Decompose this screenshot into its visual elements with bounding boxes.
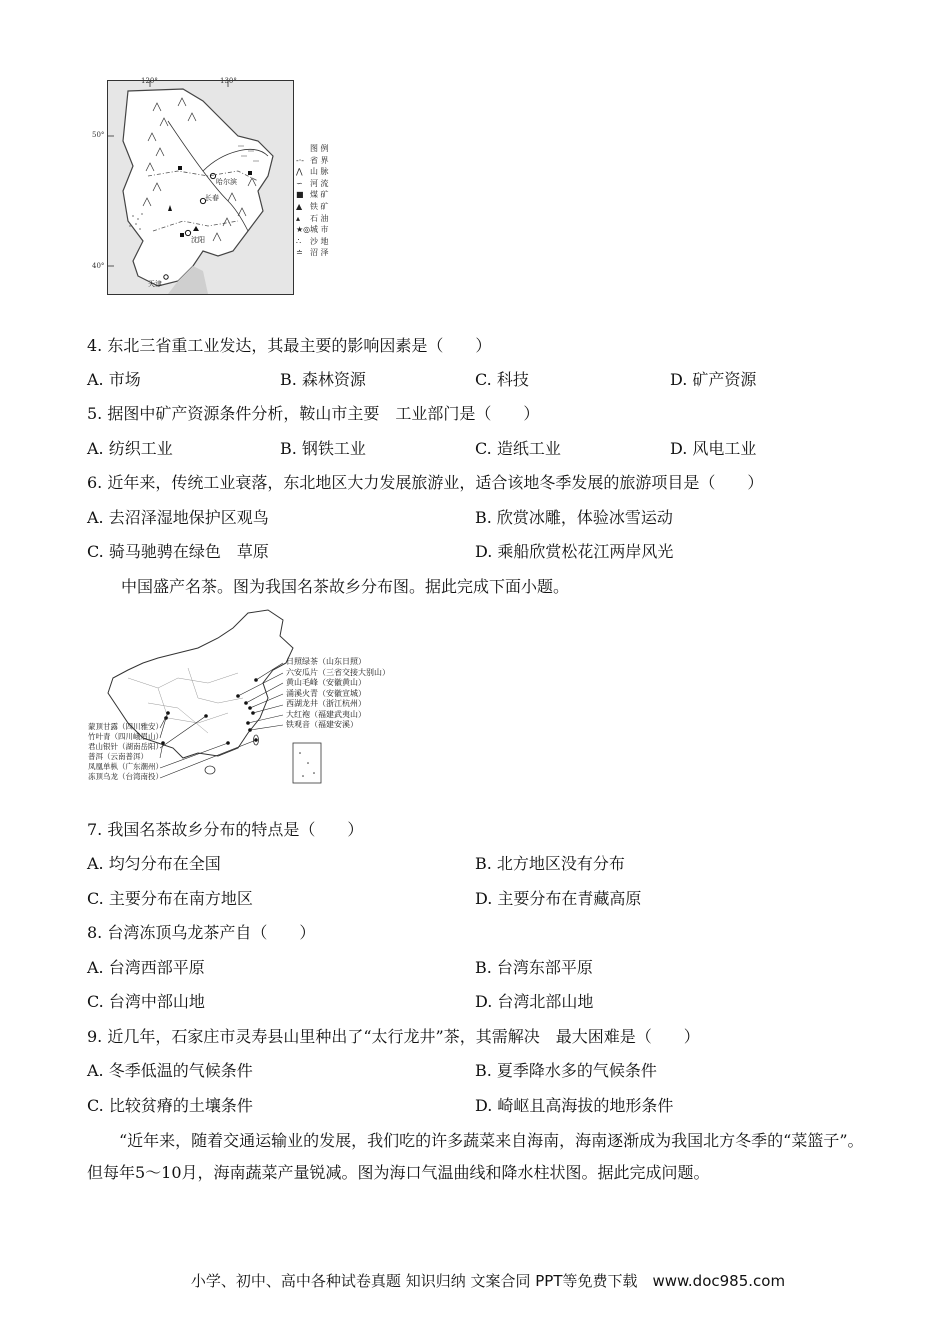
tea-label: 大红袍（福建武夷山）: [286, 709, 366, 719]
lon-label-130: 130°: [220, 77, 237, 85]
q6-option-c[interactable]: C. 骑马驰骋在绿色 草原: [87, 542, 269, 561]
q7-option-b[interactable]: B. 北方地区没有分布: [475, 854, 625, 873]
legend-item: ⋀ 山 脉: [296, 167, 329, 177]
tea-label: 六安瓜片（三省交接大别山）: [286, 667, 390, 677]
page-footer[interactable]: 小学、初中、高中各种试卷真题 知识归纳 文案合同 PPT等免费下载 www.doc985.com: [190, 1272, 786, 1290]
question-5: 5. 据图中矿产资源条件分析，鞍山市主要 工业部门是（ ）: [87, 404, 540, 423]
legend-item: ≐ 沼 泽: [296, 248, 329, 258]
tea-label: 铁观音（福建安溪）: [286, 720, 358, 729]
legend-item: ■ 煤 矿: [296, 190, 329, 200]
q5-option-d[interactable]: D. 风电工业: [670, 439, 757, 458]
tea-label: 凤凰单枞（广东潮州）: [88, 762, 163, 771]
northeast-map-drawing: [108, 81, 293, 294]
tea-map: [88, 608, 388, 788]
tea-labels-right: [286, 657, 390, 731]
q6-option-d[interactable]: D. 乘船欣赏松花江两岸风光: [475, 542, 674, 561]
legend-item: ∴ 沙 地: [296, 236, 329, 246]
q9-option-d[interactable]: D. 崎岖且高海拔的地形条件: [475, 1096, 674, 1115]
tea-label: 竹叶青（四川峨眉山）: [88, 732, 163, 741]
tea-labels-left: [88, 722, 163, 782]
q9-option-c[interactable]: C. 比较贫瘠的土壤条件: [87, 1096, 253, 1115]
q6-option-a[interactable]: A. 去沼泽湿地保护区观鸟: [87, 508, 269, 527]
lat-label-40: 40°: [92, 262, 105, 270]
q5-option-c[interactable]: C. 造纸工业: [475, 439, 561, 458]
q7-option-c[interactable]: C. 主要分布在南方地区: [87, 889, 253, 908]
q8-option-d[interactable]: D. 台湾北部山地: [475, 992, 594, 1011]
legend-item: ▲ 铁 矿: [296, 201, 329, 211]
tea-label: 涌溪火青（安徽宣城）: [286, 688, 366, 698]
tea-label: 日照绿茶（山东日照）: [286, 657, 366, 666]
q7-option-a[interactable]: A. 均匀分布在全国: [87, 854, 221, 873]
northeast-map: [92, 77, 294, 295]
question-9: 9. 近几年，石家庄市灵寿县山里种出了“太行龙井”茶，其需解决 最大困难是（ ）: [87, 1027, 700, 1046]
question-6: 6. 近年来，传统工业衰落，东北地区大力发展旅游业，适合该地冬季发展的旅游项目是（ ）: [87, 473, 764, 492]
city-label-harbin: 哈尔滨: [216, 178, 237, 186]
tea-label: 蒙顶甘露（四川雅安）: [88, 722, 163, 731]
tea-label: 西湖龙井（浙江杭州）: [286, 699, 366, 708]
city-label-tianjin: 天津: [148, 280, 162, 288]
tea-label: 黄山毛峰（安徽黄山）: [286, 678, 366, 687]
lat-label-50: 50°: [92, 131, 105, 139]
tea-label: 冻顶乌龙（台湾南投）: [88, 772, 163, 781]
question-7: 7. 我国名茶故乡分布的特点是（ ）: [87, 820, 364, 839]
legend-item: ★◎城 市: [296, 225, 329, 235]
question-8: 8. 台湾冻顶乌龙茶产自（ ）: [87, 923, 316, 942]
city-label-changchun: 长春: [205, 194, 219, 202]
q8-option-c[interactable]: C. 台湾中部山地: [87, 992, 205, 1011]
northeast-map-legend: [296, 143, 360, 259]
lon-label-120: 120°: [141, 77, 158, 85]
city-label-shenyang: 沈阳: [191, 236, 205, 244]
q8-option-b[interactable]: B. 台湾东部平原: [475, 958, 593, 977]
q5-option-a[interactable]: A. 纺织工业: [87, 439, 173, 458]
q4-option-c[interactable]: C. 科技: [475, 370, 529, 389]
tea-label: 君山银针（湖南岳阳）: [88, 742, 163, 751]
legend-item: -·- 省 界: [296, 155, 329, 165]
q9-option-b[interactable]: B. 夏季降水多的气候条件: [475, 1061, 657, 1080]
q4-option-d[interactable]: D. 矿产资源: [670, 370, 757, 389]
hainan-intro: “近年来，随着交通运输业的发展，我们吃的许多蔬菜来自海南，海南逐渐成为我国北方冬季的“菜篮子”。但每年5～10月，海南蔬菜产量锐减。图为海口气温曲线和降水柱状图。据此完成问题。: [87, 1131, 864, 1182]
q8-option-a[interactable]: A. 台湾西部平原: [87, 958, 205, 977]
legend-item: ▴ 石 油: [296, 213, 329, 223]
question-4: 4. 东北三省重工业发达，其最主要的影响因素是（ ）: [87, 336, 492, 355]
q7-option-d[interactable]: D. 主要分布在青藏高原: [475, 889, 642, 908]
q9-option-a[interactable]: A. 冬季低温的气候条件: [87, 1061, 253, 1080]
q4-option-a[interactable]: A. 市场: [87, 370, 141, 389]
legend-item: ∽ 河 流: [296, 178, 329, 188]
tea-label: 普洱（云南普洱）: [88, 752, 148, 761]
q6-option-b[interactable]: B. 欣赏冰雕，体验冰雪运动: [475, 508, 673, 527]
tea-intro: 中国盛产名茶。图为我国名茶故乡分布图。据此完成下面小题。: [121, 577, 570, 596]
legend-title: 图 例: [310, 144, 329, 153]
q4-option-b[interactable]: B. 森林资源: [280, 370, 366, 389]
q5-option-b[interactable]: B. 钢铁工业: [280, 439, 366, 458]
